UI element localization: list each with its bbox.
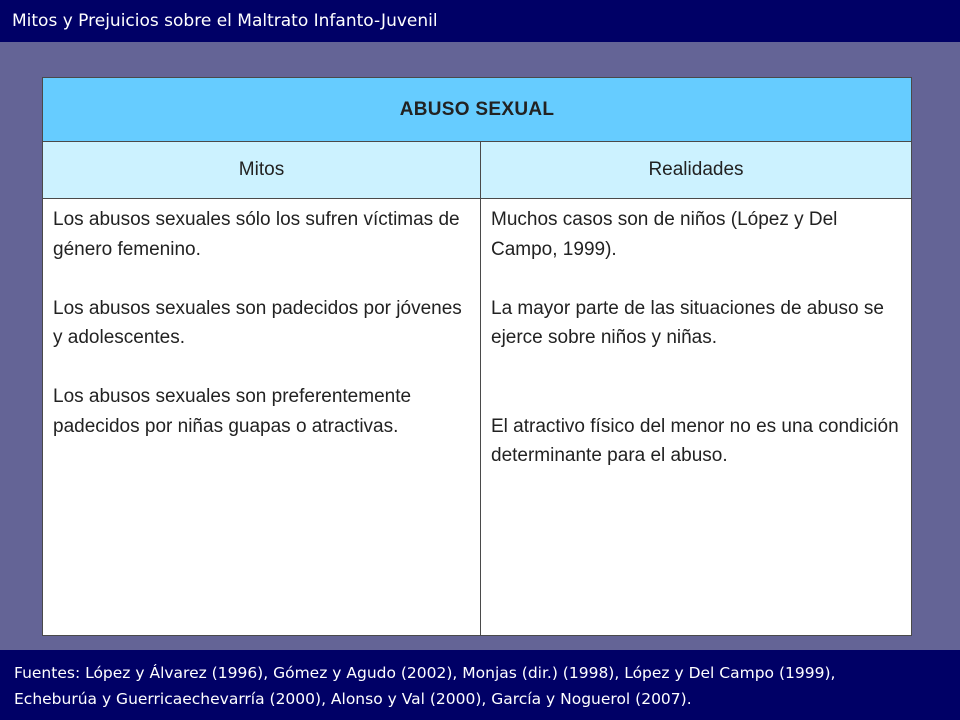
myths-cell [53,205,473,471]
spacer [491,382,906,412]
sources-text [14,660,954,712]
sources-line: Fuentes: López y Álvarez (1996), Gómez y Agudo (2002), Monjas (dir.) (1998), López y Del Campo (1999), [14,664,836,682]
reality-item: La mayor parte de las situaciones de abuso se ejerce sobre niños y niñas. [491,297,884,348]
sources-line: Echeburúa y Guerricaechevarría (2000), Alonso y Val (2000), García y Noguerol (2007). [14,690,692,708]
myths-realities-table [42,77,912,636]
column-header-mitos: Mitos [238,159,285,180]
title-bar [0,0,960,42]
table-heading: ABUSO SEXUAL [399,98,555,120]
column-header-row [43,142,911,199]
column-header-realidades: Realidades [648,159,744,180]
table-heading-row [43,78,911,142]
myth-item: Los abusos sexuales son padecidos por jóvenes y adolescentes. [53,297,462,348]
realities-cell [491,205,906,500]
reality-item: Muchos casos son de niños (López y Del Campo, 1999). [491,209,838,260]
myth-item: Los abusos sexuales son preferentemente padecidos por niñas guapas o atractivas. [53,386,412,437]
page-title: Mitos y Prejuicios sobre el Maltrato Infanto-Juvenil [12,11,438,31]
sources-footer [0,650,960,720]
column-divider [480,142,481,635]
myth-item: Los abusos sexuales sólo los sufren víctimas de género femenino. [53,209,460,260]
reality-item: El atractivo físico del menor no es una condición determinante para el abuso. [491,415,899,466]
